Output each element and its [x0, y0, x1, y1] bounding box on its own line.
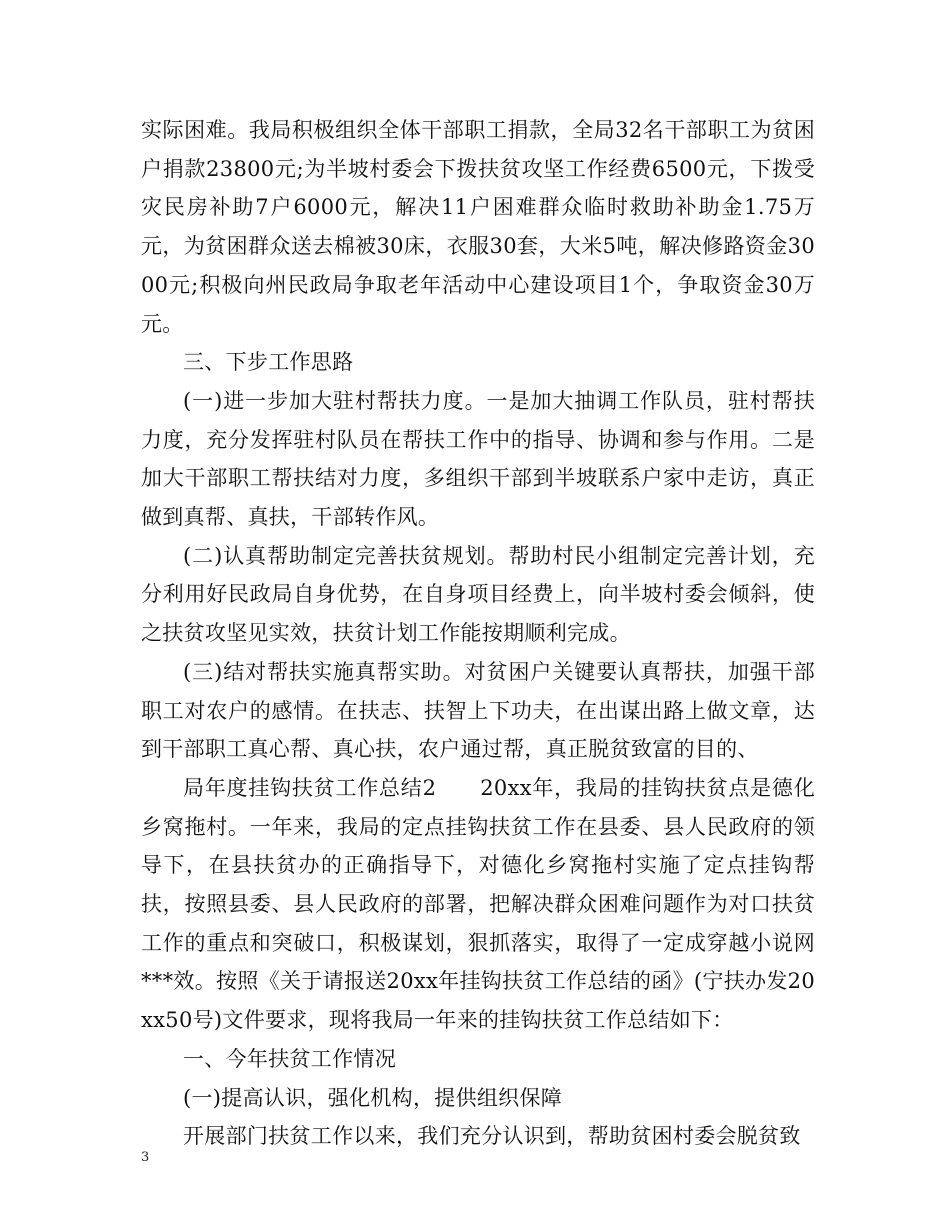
paragraph-donations: 实际困难。我局积极组织全体干部职工捐款，全局32名干部职工为贫困户捐款23800元;为半坡村委会下拨扶贫攻坚工作经费6500元，下拨受灾民房补助7户6000元，解决11户困难群众临时救助补助金1.75万元，为贫困群众送去棉被30床，衣服30套，大米5吨，解决修路资金3000元;积极向州民政局争取老年活动中心建设项目1个，争取资金30万元。 — [141, 118, 815, 336]
paragraph-opening: 开展部门扶贫工作以来，我们充分认识到，帮助贫困村委会脱贫致 — [183, 1124, 801, 1149]
paragraph-annual-summary: 局年度挂钩扶贫工作总结2 20xx年，我局的挂钩扶贫点是德化乡窝拖村。一年来，我局的定点挂钩扶贫工作在县委、县人民政府的领导下，在县扶贫办的正确指导下，对德化乡窝拖村实施了定点挂钩帮扶，按照县委、县人民政府的部署，把解决群众困难问题作为对口扶贫工作的重点和突破口，积极谋划，狠抓落实，取得了一定成穿越小说网 ***效。按照《关于请报送20xx年挂钩扶贫工作总结的函》(宁扶办发20xx50号)文件要求，现将我局一年来的挂钩扶贫工作总结如下： — [141, 775, 815, 1033]
heading-next-steps: 三、下步工作思路 — [183, 350, 354, 375]
paragraph-village-support: (一)进一步加大驻村帮扶力度。一是加大抽调工作队员，驻村帮扶力度，充分发挥驻村队员在帮扶工作中的指导、协调和参与作用。二是加大干部职工帮扶结对力度，多组织干部到半坡联系户家中走访，真正做到真帮、真扶，干部转作风。 — [141, 388, 815, 530]
heading-this-year: 一、今年扶贫工作情况 — [183, 1046, 396, 1071]
subheading-organization: (一)提高认识，强化机构，提供组织保障 — [183, 1085, 563, 1110]
document-body — [141, 111, 815, 1156]
paragraph-pairing-help: (三)结对帮扶实施真帮实助。对贫困户关键要认真帮扶，加强干部职工对农户的感情。在扶志、扶智上下功夫，在出谋出路上做文章，达到干部职工真心帮、真心扶，农户通过帮，真正脱贫致富的目的、 — [141, 659, 815, 762]
page-number: 3 — [141, 1150, 150, 1165]
paragraph-planning: (二)认真帮助制定完善扶贫规划。帮助村民小组制定完善计划，充分利用好民政局自身优势，在自身项目经费上，向半坡村委会倾斜，使之扶贫攻坚见实效，扶贫计划工作能按期顺利完成。 — [141, 543, 815, 646]
